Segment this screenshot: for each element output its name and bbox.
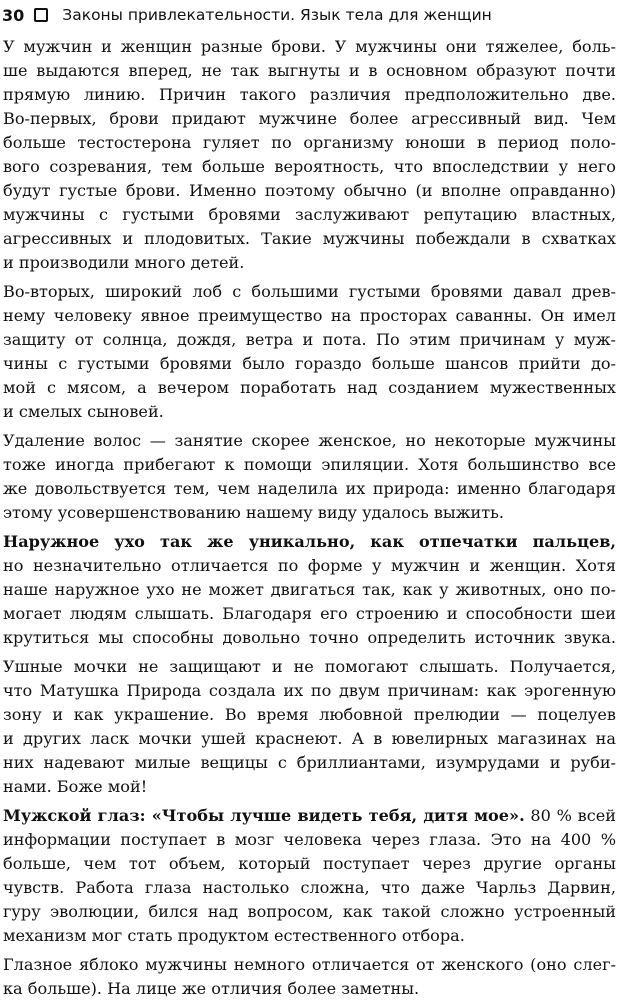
text-line bbox=[0, 751, 616, 775]
text-line bbox=[0, 328, 616, 352]
text-line bbox=[0, 727, 616, 751]
running-title: Законы привлекательности. Язык тела для женщин bbox=[62, 6, 492, 24]
line-text: Удаление волос — занятие скорее женское, но некоторые мужчины bbox=[3, 431, 616, 450]
line-text: и производили много детей. bbox=[3, 253, 245, 272]
bold-lead-in: Наружное ухо так же уникально, как отпечатки пальцев, bbox=[3, 532, 616, 551]
text-line bbox=[0, 155, 616, 179]
text-line bbox=[0, 131, 616, 155]
line-text: но незначительно отличается по форме у мужчин и женщин. Хотя bbox=[3, 556, 616, 575]
text-line bbox=[0, 59, 616, 83]
line-text: и смелых сыновей. bbox=[3, 402, 164, 421]
line-text: что Матушка Природа создала их по двум причинам: как эрогенную bbox=[3, 681, 616, 700]
line-text: будут густые брови. Именно поэтому обычно (и вполне оправданно) bbox=[3, 181, 616, 200]
line-text: могает людям слышать. Благодаря его строению и способности шеи bbox=[3, 604, 616, 623]
text-line bbox=[0, 376, 616, 400]
text-line bbox=[0, 83, 616, 107]
line-text: же довольствуется тем, чем наделила их природа: именно благодаря bbox=[3, 479, 616, 498]
line-text: зону и как украшение. Во время любовной прелюдии — поцелуев bbox=[3, 705, 616, 724]
text-line bbox=[0, 227, 616, 251]
line-text: механизм мог стать продуктом естественного отбора. bbox=[3, 926, 465, 945]
text-line bbox=[0, 804, 616, 828]
bold-lead-in: Мужской глаз: «Чтобы лучше видеть тебя, дитя мое». bbox=[3, 806, 525, 825]
text-line bbox=[0, 179, 616, 203]
line-text: прямую линию. Причин такого различия предположительно две. bbox=[3, 85, 616, 104]
page-number: 30 bbox=[2, 5, 25, 25]
text-line bbox=[0, 775, 616, 799]
line-text: чины с густыми бровями было гораздо больше шансов прийти до- bbox=[3, 354, 616, 373]
text-line bbox=[0, 203, 616, 227]
line-text: вого созревания, тем больше вероятность, что впоследствии у него bbox=[3, 157, 616, 176]
line-text: больше, чем тот объем, который поступает через другие органы bbox=[3, 854, 616, 873]
text-line bbox=[0, 477, 616, 501]
line-text: Во-первых, брови придают мужчине более агрессивный вид. Чем bbox=[3, 109, 616, 128]
text-line bbox=[0, 453, 616, 477]
line-text: информации поступает в мозг человека через глаза. Это на 400 % bbox=[3, 830, 616, 849]
body-text bbox=[0, 35, 620, 1001]
line-text: ка больше). На лице же отличия более заметны. bbox=[3, 979, 420, 998]
text-line bbox=[0, 900, 616, 924]
line-text: наше наружное ухо не может двигаться так, как у животных, оно по- bbox=[3, 580, 616, 599]
line-text: мой с мясом, а вечером поработать над созданием мужественных bbox=[3, 378, 616, 397]
line-text: них надевают милые вещицы с бриллиантами, изумрудами и руби- bbox=[3, 753, 616, 772]
line-text: агрессивных и плодовитых. Такие мужчины побеждали в схватках bbox=[3, 229, 616, 248]
line-text: и других ласк мочки ушей краснеют. А в ювелирных магазинах на bbox=[3, 729, 616, 748]
line-text: крутиться мы способны довольно точно определить источник звука. bbox=[3, 628, 616, 647]
line-text: больше тестостерона гуляет по организму юноши в период поло- bbox=[3, 133, 616, 152]
line-text: У мужчин и женщин разные брови. У мужчины они тяжелее, боль- bbox=[3, 37, 616, 56]
text-line bbox=[0, 530, 616, 554]
running-header bbox=[2, 4, 492, 26]
line-text: мужчины с густыми бровями заслуживают репутацию властных, bbox=[3, 205, 616, 224]
text-line bbox=[0, 602, 616, 626]
text-line bbox=[0, 352, 616, 376]
text-line bbox=[0, 304, 616, 328]
text-line bbox=[0, 679, 616, 703]
line-text: ше выдаются вперед, не так выгнуты и в основном образуют почти bbox=[3, 61, 616, 80]
text-line bbox=[0, 924, 616, 948]
line-text: этому усовершенствованию нашему виду удалось выжить. bbox=[3, 503, 505, 522]
text-line bbox=[0, 501, 616, 525]
line-text: 80 % всей bbox=[524, 806, 616, 825]
text-line bbox=[0, 703, 616, 727]
text-line bbox=[0, 852, 616, 876]
text-line bbox=[0, 107, 616, 131]
text-line bbox=[0, 280, 616, 304]
text-line bbox=[0, 626, 616, 650]
text-line bbox=[0, 429, 616, 453]
text-line bbox=[0, 655, 616, 679]
text-line bbox=[0, 828, 616, 852]
text-line bbox=[0, 554, 616, 578]
line-text: нему человеку явное преимущество на просторах саванны. Он имел bbox=[3, 306, 616, 325]
line-text: Глазное яблоко мужчины немного отличается от женского (оно слег- bbox=[3, 955, 616, 974]
text-line bbox=[0, 977, 616, 1001]
checkbox-square-icon bbox=[34, 8, 48, 22]
line-text: защиту от солнца, дождя, ветра и пота. По этим причинам у муж- bbox=[3, 330, 616, 349]
text-line bbox=[0, 578, 616, 602]
line-text: гуру эволюции, бился над вопросом, как такой сложно устроенный bbox=[3, 902, 616, 921]
text-line bbox=[0, 876, 616, 900]
line-text: тоже иногда прибегают к помощи эпиляции. Хотя большинство все bbox=[3, 455, 616, 474]
text-line bbox=[0, 251, 616, 275]
line-text: нами. Боже мой! bbox=[3, 777, 148, 796]
text-line bbox=[0, 35, 616, 59]
text-line bbox=[0, 400, 616, 424]
line-text: чувств. Работа глаза настолько сложна, что даже Чарльз Дарвин, bbox=[3, 878, 616, 897]
line-text: Ушные мочки не защищают и не помогают слышать. Получается, bbox=[3, 657, 616, 676]
text-line bbox=[0, 953, 616, 977]
line-text: Во-вторых, широкий лоб с большими густыми бровями давал древ- bbox=[3, 282, 616, 301]
